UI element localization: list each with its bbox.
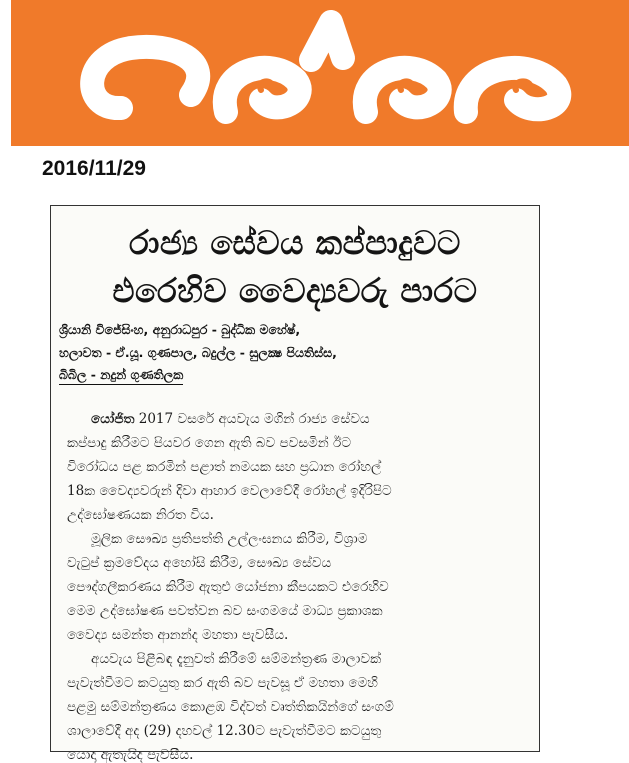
- body-line: කප්පාදු කිරීමට පියවර ගෙන ඇති බව පවසමින් ඊට: [67, 435, 352, 451]
- byline-line-1: ශ්‍රියානි විජේසිංහ, අනුරාධපුර - බුද්ධික මහේෂ්,: [59, 322, 301, 337]
- masthead-banner: [11, 0, 629, 146]
- body-line: වැටුප් ක්‍රමවේදය අහෝසි කිරීම, සෞඛ්‍ය සේවය: [67, 555, 332, 571]
- masthead-logo: [11, 0, 629, 146]
- body-line: යෝජිත 2017 වසරේ අයවැය මගින් රාජ්‍ය සේවය: [91, 411, 370, 427]
- body-line: යොදා ඇතැයිද පැවසීය.: [67, 747, 194, 763]
- body-line: විරෝධය පළ කරමින් පළාත් නමයක සහ ප්‍රධාන රෝහල්: [67, 459, 382, 475]
- publication-date: 2016/11/29: [42, 157, 146, 180]
- body-line: පැවැත්වීමට කටයුතු කර ඇති බව පැවසූ ඒ මහතා මෙහි: [67, 675, 378, 691]
- byline-line-3: බිබිල - නදුන් ගුණතිලක: [59, 367, 183, 385]
- body-line: ශාලාවේදී අද (29) දහවල් 12.30ට පැවැත්වීමට කටයුතු: [67, 723, 382, 739]
- byline-line-2: හලාවත - ඒ.යූ. ගුණපාල, බදුල්ල - සුලක්‍ෂ පියතිස්ස,: [59, 345, 337, 360]
- lead-word: යෝජිත: [91, 411, 135, 427]
- body-line: අයවැය පිළිබඳ දැනුවත් කිරීමේ සම්මන්ත්‍රණ මාලාවක්: [91, 651, 382, 667]
- news-clipping: [50, 205, 540, 763]
- headline-line-1: රාජ්‍ය සේවය කප්පාදුවට: [129, 223, 461, 262]
- body-line: උද්ඝෝෂණයක නිරත විය.: [67, 507, 214, 523]
- body-line: මූලික සෞඛ්‍ය ප්‍රතිපත්ති උල්ලංඝනය කිරීම, විශ්‍රාම: [91, 531, 368, 547]
- body-line: 18ක වෛද්‍යවරුන් දිවා ආහාර වෙලාවේදී රෝහල් ඉදිරිපිට: [67, 483, 392, 499]
- headline-line-2: එරෙහිව වෛද්‍යවරු පාරට: [112, 271, 478, 310]
- body-line: වෛද්‍ය සමන්ත ආනන්ද මහතා පැවසීය.: [67, 627, 289, 643]
- body-line: මෙම උද්ඝෝෂණ පවත්වන බව සංගමයේ මාධ්‍ය ප්‍රකාශක: [67, 603, 383, 619]
- body-line: පෞද්ගලීකරණය කිරීම ඇතුළු යෝජනා කීපයකට එරෙහිව: [67, 579, 389, 595]
- body-line: පළමු සම්මන්ත්‍රණය කොළඹ විද්වත් වෘත්තිකයින්ගේ සංගම්: [67, 699, 394, 715]
